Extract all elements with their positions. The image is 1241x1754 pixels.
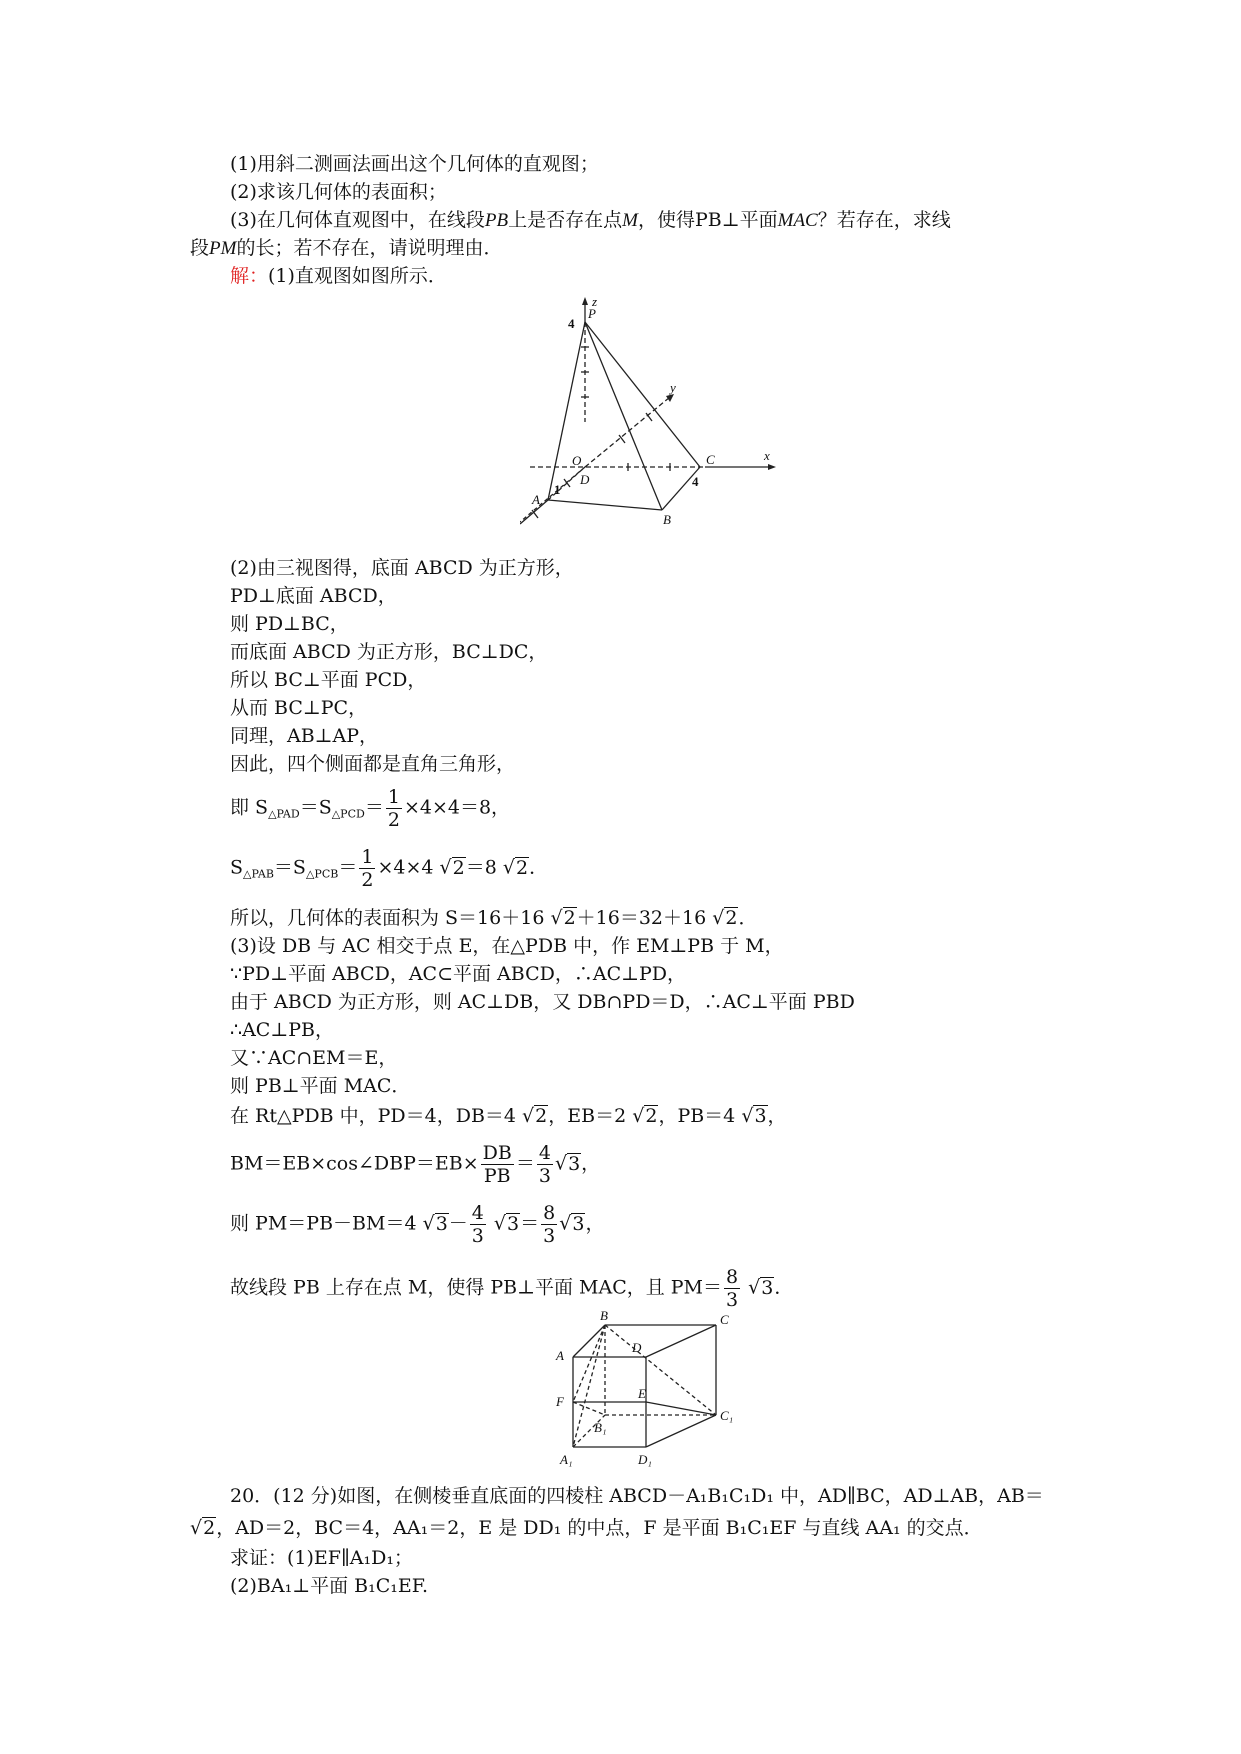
label-B: B — [600, 1310, 608, 1323]
label-D: D — [632, 1340, 642, 1355]
sol3-line: ∵PD⊥平面 ABCD，AC⊂平面 ABCD，∴AC⊥PD， — [230, 963, 686, 985]
sol2-line: 而底面 ABCD 为正方形，BC⊥DC， — [230, 641, 548, 663]
sol3-line: 则 PB⊥平面 MAC． — [230, 1075, 411, 1097]
label-E: E — [638, 1386, 646, 1401]
sol2-line: (2)由三视图得，底面 ABCD 为正方形， — [230, 557, 574, 579]
bm-line: BM＝EB×cos∠DBP＝EB× $\frac{DB}{PB}$ ＝ $\frac{4}{3}$ √3， — [230, 1142, 601, 1187]
label-4-x: 4 — [692, 474, 699, 489]
label-B: B — [663, 512, 671, 527]
pyramid-figure — [520, 292, 780, 552]
label-D1: D₁ — [638, 1452, 652, 1467]
question-3-line2: 段PM的长；若不存在，请说明理由． — [190, 237, 503, 259]
label-O: O — [572, 453, 582, 468]
problem20-line2: √2，AD＝2，BC＝4，AA₁＝2，E 是 DD₁ 的中点，F 是平面 B₁C₁EF 与直线 AA₁ 的交点． — [190, 1517, 983, 1539]
label-1: 1 — [554, 482, 561, 497]
question-2: (2)求该几何体的表面积； — [230, 181, 447, 203]
label-z: z — [592, 294, 598, 309]
label-A: A — [556, 1348, 564, 1363]
label-P: P — [588, 306, 596, 321]
problem20-line4: (2)BA₁⊥平面 B₁C₁EF. — [230, 1575, 428, 1597]
label-C: C — [706, 452, 715, 467]
sol2-line: 因此，四个侧面都是直角三角形， — [230, 753, 516, 775]
sol2-line: PD⊥底面 ABCD， — [230, 585, 397, 607]
question-3-line1: (3)在几何体直观图中，在线段PB上是否存在点M，使得PB⊥平面MAC？若存在，求线 — [230, 209, 951, 231]
label-C: C — [720, 1312, 729, 1327]
solution-1: 解：(1)直观图如图所示． — [230, 265, 447, 287]
label-A: A — [532, 492, 540, 507]
sol2-line: 从而 BC⊥PC， — [230, 697, 368, 719]
label-x: x — [764, 448, 770, 463]
pm-line: 则 PM＝PB－BM＝4 √3－ $\frac{4}{3}$ √3＝ $\frac{8}{3}$ √3， — [230, 1202, 605, 1247]
conclusion-line: 故线段 PB 上存在点 M，使得 PB⊥平面 MAC，且 PM＝ $\frac{8}{3}$ √3． — [230, 1266, 794, 1311]
problem20-line3: 求证：(1)EF∥A₁D₁； — [230, 1547, 413, 1569]
rt-triangle-line: 在 Rt△PDB 中，PD＝4，DB＝4 √2，EB＝2 √2，PB＝4 √3， — [230, 1105, 787, 1127]
label-D: D — [580, 472, 590, 487]
area-line-1: 即 $S_{\triangle PAD}=S_{\triangle PCD}=$ $\frac{1}{2}$ ×4×4＝8， — [230, 786, 511, 831]
sol2-line: 所以 BC⊥平面 PCD， — [230, 669, 427, 691]
problem20-line1: 20．(12 分)如图，在侧棱垂直底面的四棱柱 ABCD－A₁B₁C₁D₁ 中，AD∥BC，AD⊥AB，AB＝ — [230, 1485, 1044, 1507]
sol3-line: 由于 ABCD 为正方形，则 AC⊥DB，又 DB∩PD＝D，∴AC⊥平面 PBD — [230, 991, 855, 1013]
label-C1: C₁ — [720, 1408, 734, 1423]
total-area: 所以，几何体的表面积为 S＝16＋16 √2＋16＝32＋16 √2． — [230, 907, 758, 929]
sol2-line: 同理，AB⊥AP， — [230, 725, 379, 747]
solution-label: 解： — [230, 265, 269, 287]
label-A1: A₁ — [560, 1452, 573, 1467]
prism-figure — [548, 1310, 748, 1470]
sol3-line: ∴AC⊥PB， — [230, 1019, 334, 1041]
label-y: y — [670, 380, 676, 395]
label-F: F — [556, 1394, 564, 1409]
label-4-z: 4 — [568, 316, 575, 331]
sol3-line: 又∵AC∩EM＝E， — [230, 1047, 398, 1069]
sol3-line: (3)设 DB 与 AC 相交于点 E，在△PDB 中，作 EM⊥PB 于 M， — [230, 935, 784, 957]
label-B1: B₁ — [594, 1420, 607, 1435]
sol2-line: 则 PD⊥BC， — [230, 613, 349, 635]
area-line-2: $S_{\triangle PAB}=S_{\triangle PCB}=$ $\frac{1}{2}$ ×4×4 √2＝8 √2． — [230, 846, 549, 891]
question-1: (1)用斜二测画法画出这个几何体的直观图； — [230, 153, 599, 175]
